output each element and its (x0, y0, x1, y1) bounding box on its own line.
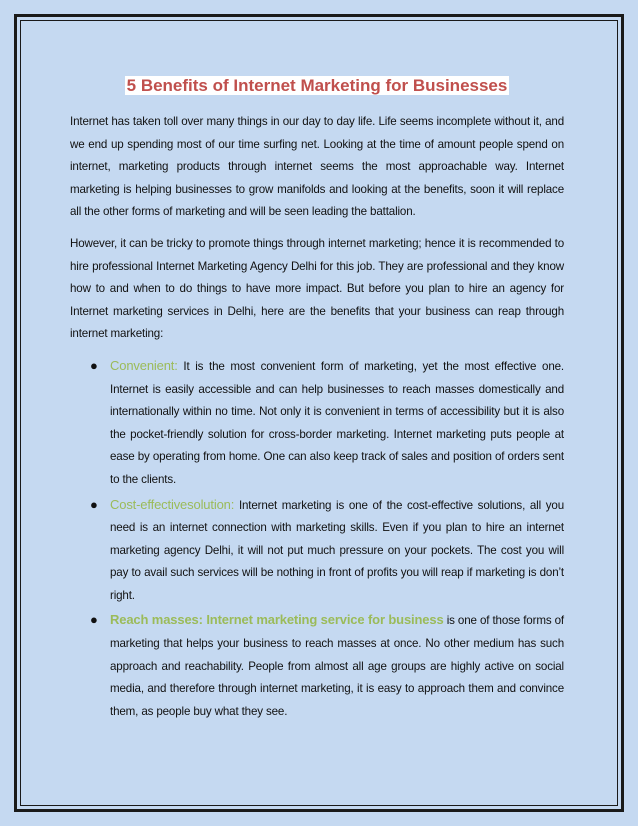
benefit-text: is one of those forms of marketing that helps your business to reach masses at once. No other medium has such approach and reachability. People from almost all age groups are highly active on social media, and therefore through internet marketing, it is easy to approach them and convince them, as people buy what they see. (110, 614, 564, 718)
bullet-icon: ● (90, 496, 98, 512)
bullet-icon: ● (90, 612, 98, 628)
intro-paragraph: Internet has taken toll over many things in our day to day life. Life seems incomplete without it, and we end up spending most of our time surfing net. Looking at the time of amount people spend on internet, marketing products through internet seems the most approachable way. Internet marketing is helping businesses to grow manifolds and looking at the benefits, soon it will replace all the other forms of marketing and will be seen leading the battalion. (70, 115, 564, 219)
benefit-text: Internet marketing is one of the cost-effective solutions, all you need is an internet connection with marketing skills. Even if you plan to hire an internet marketing agency Delhi, it will not put much pressure on your pockets. The cost you will pay to avail such services will be nothing in front of profits you will reap if marketing is don’t right. (110, 498, 564, 602)
document-title-text: 5 Benefits of Internet Marketing for Businesses (126, 76, 508, 95)
document-body (70, 74, 564, 725)
benefit-text: It is the most convenient form of marketing, yet the most effective one. Internet is easily accessible and can help businesses to reach masses domestically and internationally within no time. Not only it is convenient in terms of accessibility but it is also the pocket-friendly solution for cross-border marketing. Internet marketing puts people at ease by operating from home. One can also keep track of sales and position of orders sent to the clients. (110, 359, 564, 486)
agency-paragraph: However, it can be tricky to promote things through internet marketing; hence it is recommended to hire professional Internet Marketing Agency Delhi for this job. They are professional and they know how to and when to do things to have more impact. But before you plan to hire an agency for Internet marketing services in Delhi, here are the benefits that your business can reap through internet marketing: (70, 236, 564, 341)
list-item (70, 355, 564, 492)
benefits-list (70, 355, 564, 724)
list-item (70, 494, 564, 608)
benefit-term: Cost-effectivesolution: (110, 496, 235, 512)
bullet-icon: ● (90, 357, 98, 373)
list-item (70, 609, 564, 723)
benefit-term: Reach masses: Internet marketing service for business (110, 612, 444, 628)
document-title (70, 74, 564, 98)
benefit-term: Convenient: (110, 357, 178, 373)
